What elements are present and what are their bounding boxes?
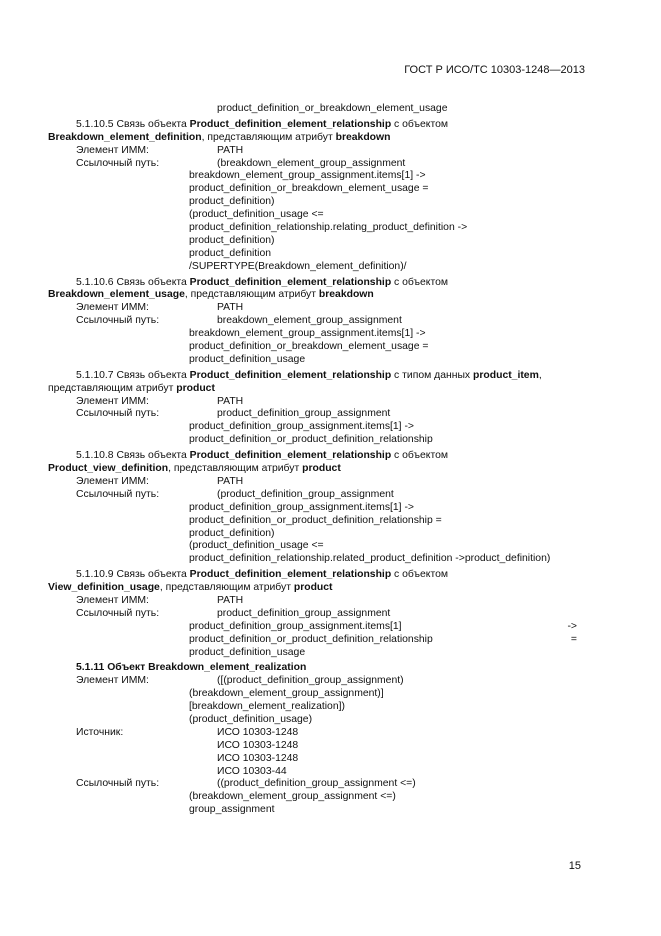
- path-continuation-line: [48, 688, 583, 701]
- path-continuation-line: [48, 502, 583, 515]
- path-continuation-line: [48, 528, 583, 541]
- heading-text: , представляющим атрибут: [168, 463, 303, 475]
- section-heading: [48, 569, 583, 582]
- field-row: [48, 302, 583, 315]
- bold-term: product_item: [473, 369, 539, 381]
- path-text: product_definition: [189, 247, 272, 259]
- bold-term: breakdown: [335, 131, 391, 143]
- path-text: (product_definition_usage <=: [189, 540, 324, 552]
- field-value: ИСО 10303-1248: [217, 726, 299, 738]
- section-heading: [48, 370, 583, 383]
- field-value: ((product_definition_group_assignment <=): [217, 778, 416, 790]
- heading-text: с объектом: [391, 450, 449, 462]
- bold-term: Breakdown_element_usage: [48, 289, 185, 301]
- field-row: [48, 608, 583, 621]
- path-text: product_definition_relationship.related_product_definition ->product_definition): [189, 553, 551, 565]
- field-label: Элемент ИММ:: [76, 302, 149, 314]
- field-value-line: [48, 740, 583, 753]
- path-text: product_definition): [189, 527, 275, 539]
- field-value: (product_definition_group_assignment: [217, 488, 394, 500]
- bold-term: Product_definition_element_relationship: [189, 569, 392, 581]
- section-heading-continuation: [48, 383, 583, 396]
- bold-term: Product_definition_element_relationship: [189, 118, 392, 130]
- field-label: Ссылочный путь:: [76, 488, 160, 500]
- path-text: product_definition_usage: [189, 353, 306, 365]
- path-text: product_definition): [189, 196, 275, 208]
- page-header: ГОСТ Р ИСО/ТС 10303-1248—2013: [404, 64, 585, 76]
- path-text: (product_definition_usage): [189, 713, 313, 725]
- section-heading: [48, 450, 583, 463]
- field-row: [48, 396, 583, 409]
- section-heading-continuation: [48, 582, 583, 595]
- field-value: product_definition_or_breakdown_element_usage: [217, 103, 448, 114]
- field-row: [48, 476, 583, 489]
- path-continuation-line: [48, 170, 583, 183]
- path-text: breakdown_element_group_assignment.items[1] ->: [189, 170, 426, 182]
- path-text: breakdown_element_group_assignment.items[1] ->: [189, 328, 426, 340]
- bold-term: 5.1.11 Объект Breakdown_element_realization: [76, 662, 307, 674]
- path-text: /SUPERTYPE(Breakdown_element_definition)/: [189, 260, 407, 272]
- heading-text: 5.1.10.6 Связь объекта: [76, 276, 190, 288]
- heading-text: представляющим атрибут: [48, 382, 177, 394]
- field-label: Ссылочный путь:: [76, 408, 160, 420]
- field-row: [48, 727, 583, 740]
- field-label: Элемент ИММ:: [76, 675, 149, 687]
- path-continuation-line: [48, 196, 583, 209]
- path-operator: =: [570, 633, 577, 645]
- field-value-line: [48, 103, 583, 116]
- path-text: product_definition_group_assignment.items[1]: [189, 620, 402, 632]
- heading-text: 5.1.10.7 Связь объекта: [76, 369, 190, 381]
- heading-text: , представляющим атрибут: [159, 582, 294, 594]
- heading-text: 5.1.10.9 Связь объекта: [76, 569, 190, 581]
- path-continuation-line: [48, 235, 583, 248]
- path-text: product_definition_or_product_definition_relationship =: [189, 514, 442, 526]
- section-heading: [48, 119, 583, 132]
- path-text: product_definition_or_breakdown_element_usage =: [189, 183, 429, 195]
- document-body: [48, 103, 583, 817]
- field-label: Ссылочный путь:: [76, 607, 160, 619]
- field-label: Элемент ИММ:: [76, 475, 149, 487]
- field-label: Ссылочный путь:: [76, 315, 160, 327]
- field-value: PATH: [217, 144, 244, 156]
- heading-text: с объектом: [391, 569, 449, 581]
- field-row: [48, 489, 583, 502]
- path-continuation-line: [48, 791, 583, 804]
- field-value: (breakdown_element_group_assignment: [217, 157, 406, 169]
- bold-term: product: [293, 582, 333, 594]
- path-text: group_assignment: [189, 804, 275, 816]
- path-continuation-line: [48, 804, 583, 817]
- path-text: product_definition_or_product_definition_relationship: [189, 434, 433, 446]
- path-text: product_definition_or_product_definition_relationship: [189, 633, 433, 645]
- heading-text: ,: [538, 369, 542, 381]
- path-continuation-line: [48, 634, 583, 647]
- path-continuation-line: [48, 553, 583, 566]
- path-continuation-line: [48, 515, 583, 528]
- path-text: [breakdown_element_realization]): [189, 701, 345, 713]
- field-row: [48, 158, 583, 171]
- bold-term: Product_definition_element_relationship: [189, 450, 392, 462]
- path-continuation-line: [48, 540, 583, 553]
- bold-term: product: [176, 382, 215, 394]
- path-text: product_definition_or_breakdown_element_usage =: [189, 341, 429, 353]
- path-continuation-line: [48, 183, 583, 196]
- field-value: PATH: [217, 594, 244, 606]
- path-continuation-line: [48, 209, 583, 222]
- path-continuation-line: [48, 701, 583, 714]
- field-label: Элемент ИММ:: [76, 144, 149, 156]
- section-heading-continuation: [48, 289, 583, 302]
- field-value: ИСО 10303-1248: [217, 739, 299, 751]
- section-heading-continuation: [48, 463, 583, 476]
- field-row: [48, 778, 583, 791]
- path-text: product_definition_usage: [189, 646, 306, 658]
- section-heading: [48, 662, 583, 675]
- bold-term: Product_definition_element_relationship: [189, 276, 392, 288]
- field-row: [48, 408, 583, 421]
- path-continuation-line: [48, 261, 583, 274]
- field-value: PATH: [217, 395, 244, 407]
- bold-term: product: [302, 463, 341, 475]
- heading-text: с объектом: [391, 118, 449, 130]
- path-text: product_definition): [189, 234, 275, 246]
- heading-text: с типом данных: [391, 369, 474, 381]
- path-continuation-line: [48, 421, 583, 434]
- path-text: (breakdown_element_group_assignment)]: [189, 688, 384, 700]
- field-label: Источник:: [76, 726, 124, 738]
- path-continuation-line: [48, 222, 583, 235]
- path-continuation-line: [48, 621, 583, 634]
- path-continuation-line: [48, 328, 583, 341]
- field-label: Ссылочный путь:: [76, 157, 160, 169]
- heading-text: , представляющим атрибут: [184, 289, 319, 301]
- heading-text: , представляющим атрибут: [201, 131, 336, 143]
- field-value: product_definition_group_assignment: [217, 408, 391, 420]
- bold-term: Breakdown_element_definition: [48, 131, 202, 143]
- field-value: breakdown_element_group_assignment: [217, 315, 402, 327]
- field-value: product_definition_group_assignment: [217, 607, 391, 619]
- path-text: product_definition_relationship.relating_product_definition ->: [189, 222, 468, 234]
- heading-text: 5.1.10.8 Связь объекта: [76, 450, 190, 462]
- heading-text: 5.1.10.5 Связь объекта: [76, 118, 190, 130]
- field-value: ИСО 10303-44: [217, 765, 287, 777]
- path-text: (product_definition_usage <=: [189, 209, 324, 221]
- field-value-line: [48, 753, 583, 766]
- field-row: [48, 145, 583, 158]
- path-continuation-line: [48, 341, 583, 354]
- path-text: (breakdown_element_group_assignment <=): [189, 791, 396, 803]
- field-row: [48, 675, 583, 688]
- heading-text: с объектом: [391, 276, 449, 288]
- bold-term: Product_view_definition: [48, 463, 169, 475]
- path-text: product_definition_group_assignment.items[1] ->: [189, 501, 414, 513]
- path-operator: ->: [567, 620, 577, 632]
- field-value: ИСО 10303-1248: [217, 752, 299, 764]
- path-continuation-line: [48, 354, 583, 367]
- section-heading-continuation: [48, 132, 583, 145]
- field-label: Ссылочный путь:: [76, 778, 160, 790]
- field-value-line: [48, 766, 583, 779]
- bold-term: View_definition_usage: [48, 582, 160, 594]
- field-label: Элемент ИММ:: [76, 395, 149, 407]
- bold-term: breakdown: [318, 289, 374, 301]
- field-value: PATH: [217, 475, 244, 487]
- field-row: [48, 315, 583, 328]
- section-heading: [48, 277, 583, 290]
- field-label: Элемент ИММ:: [76, 594, 149, 606]
- bold-term: Product_definition_element_relationship: [189, 369, 392, 381]
- path-continuation-line: [48, 434, 583, 447]
- path-continuation-line: [48, 248, 583, 261]
- path-continuation-line: [48, 647, 583, 660]
- path-text: product_definition_group_assignment.items[1] ->: [189, 421, 414, 433]
- path-continuation-line: [48, 714, 583, 727]
- field-value: PATH: [217, 302, 244, 314]
- field-row: [48, 595, 583, 608]
- page-number: 15: [568, 860, 581, 872]
- field-value: ([(product_definition_group_assignment): [217, 675, 404, 687]
